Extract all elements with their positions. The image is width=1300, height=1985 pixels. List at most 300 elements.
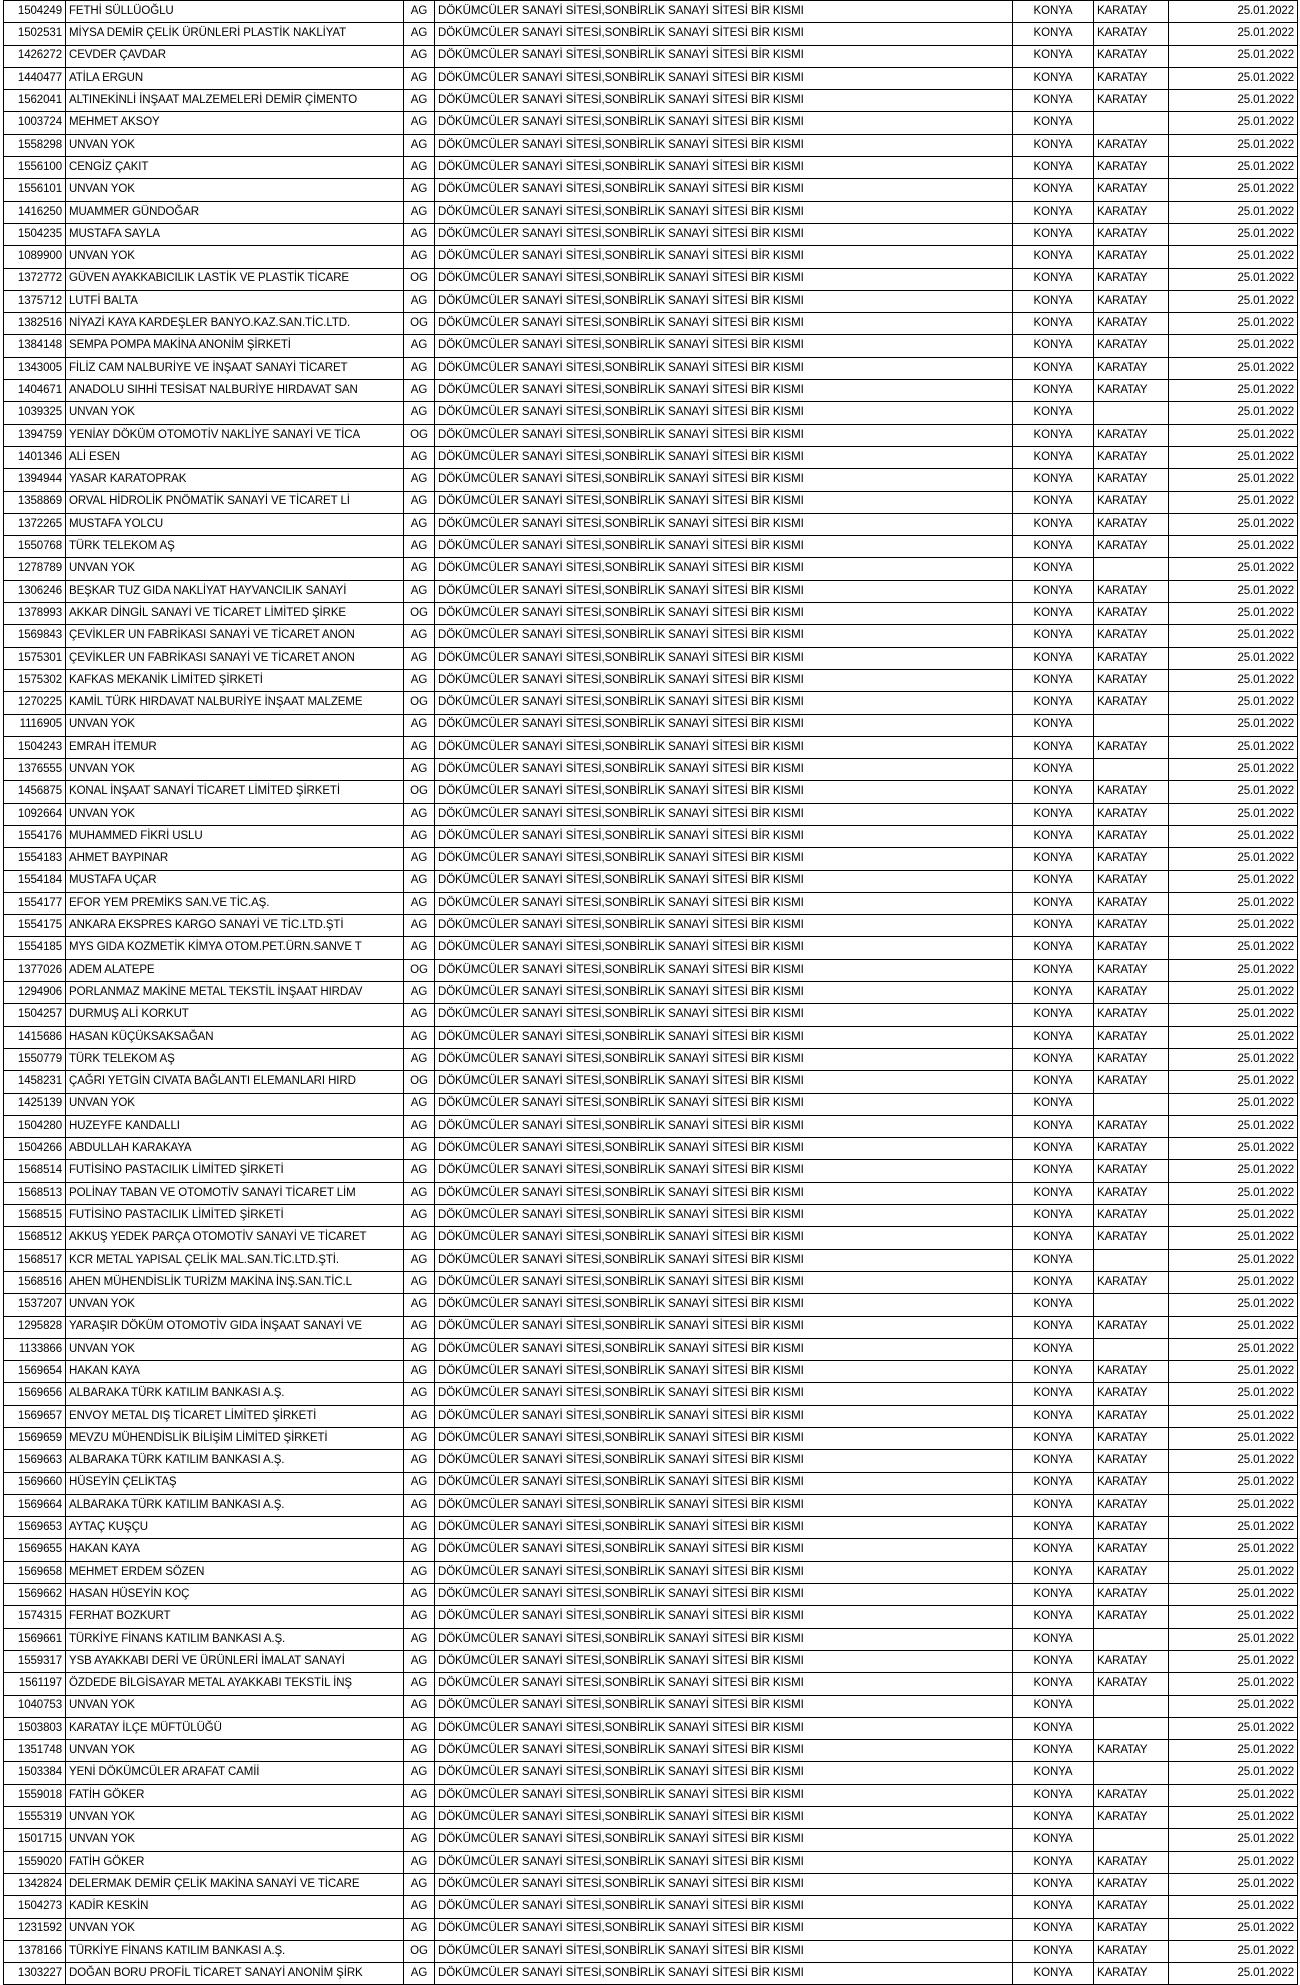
- cell-city[interactable]: KONYA: [1013, 1829, 1094, 1851]
- cell-subscriber-id[interactable]: 1504280: [4, 1115, 66, 1137]
- cell-address[interactable]: DÖKÜMCÜLER SANAYİ SİTESİ,SONBİRLİK SANAYİ SİTESİ BİR KISMI: [435, 1205, 1013, 1227]
- cell-subscriber-id[interactable]: 1550779: [4, 1048, 66, 1070]
- cell-district[interactable]: [1094, 1628, 1169, 1650]
- cell-address[interactable]: DÖKÜMCÜLER SANAYİ SİTESİ,SONBİRLİK SANAYİ SİTESİ BİR KISMI: [435, 1940, 1013, 1962]
- cell-district[interactable]: KARATAY: [1094, 1963, 1169, 1985]
- cell-subscriber-name[interactable]: CENGİZ ÇAKIT: [66, 157, 404, 179]
- cell-voltage-type[interactable]: AG: [404, 1472, 435, 1494]
- cell-subscriber-id[interactable]: 1569659: [4, 1428, 66, 1450]
- cell-subscriber-id[interactable]: 1537207: [4, 1294, 66, 1316]
- cell-address[interactable]: DÖKÜMCÜLER SANAYİ SİTESİ,SONBİRLİK SANAYİ SİTESİ BİR KISMI: [435, 1673, 1013, 1695]
- cell-district[interactable]: [1094, 1338, 1169, 1360]
- cell-address[interactable]: DÖKÜMCÜLER SANAYİ SİTESİ,SONBİRLİK SANAYİ SİTESİ BİR KISMI: [435, 647, 1013, 669]
- cell-subscriber-id[interactable]: 1375712: [4, 290, 66, 312]
- cell-city[interactable]: KONYA: [1013, 1115, 1094, 1137]
- cell-district[interactable]: KARATAY: [1094, 1918, 1169, 1940]
- cell-subscriber-name[interactable]: FATİH GÖKER: [66, 1784, 404, 1806]
- cell-address[interactable]: DÖKÜMCÜLER SANAYİ SİTESİ,SONBİRLİK SANAYİ SİTESİ BİR KISMI: [435, 736, 1013, 758]
- cell-subscriber-name[interactable]: HAKAN KAYA: [66, 1539, 404, 1561]
- cell-date[interactable]: 25.01.2022: [1169, 1383, 1298, 1405]
- cell-subscriber-id[interactable]: 1569656: [4, 1383, 66, 1405]
- cell-district[interactable]: KARATAY: [1094, 23, 1169, 45]
- cell-voltage-type[interactable]: AG: [404, 647, 435, 669]
- cell-city[interactable]: KONYA: [1013, 246, 1094, 268]
- cell-address[interactable]: DÖKÜMCÜLER SANAYİ SİTESİ,SONBİRLİK SANAYİ SİTESİ BİR KISMI: [435, 1807, 1013, 1829]
- cell-district[interactable]: KARATAY: [1094, 892, 1169, 914]
- cell-voltage-type[interactable]: AG: [404, 491, 435, 513]
- cell-subscriber-id[interactable]: 1378993: [4, 603, 66, 625]
- cell-voltage-type[interactable]: AG: [404, 246, 435, 268]
- cell-address[interactable]: DÖKÜMCÜLER SANAYİ SİTESİ,SONBİRLİK SANAYİ SİTESİ BİR KISMI: [435, 1383, 1013, 1405]
- cell-voltage-type[interactable]: AG: [404, 1361, 435, 1383]
- table-row[interactable]: [4, 201, 1298, 223]
- cell-date[interactable]: 25.01.2022: [1169, 1361, 1298, 1383]
- cell-subscriber-name[interactable]: KONAL İNŞAAT SANAYİ TİCARET LİMİTED ŞİRKETİ: [66, 781, 404, 803]
- cell-district[interactable]: KARATAY: [1094, 491, 1169, 513]
- cell-district[interactable]: [1094, 1762, 1169, 1784]
- table-row[interactable]: [4, 759, 1298, 781]
- cell-voltage-type[interactable]: AG: [404, 90, 435, 112]
- cell-address[interactable]: DÖKÜMCÜLER SANAYİ SİTESİ,SONBİRLİK SANAYİ SİTESİ BİR KISMI: [435, 1517, 1013, 1539]
- cell-district[interactable]: KARATAY: [1094, 1383, 1169, 1405]
- cell-date[interactable]: 25.01.2022: [1169, 1873, 1298, 1895]
- cell-city[interactable]: KONYA: [1013, 1628, 1094, 1650]
- cell-district[interactable]: KARATAY: [1094, 1205, 1169, 1227]
- table-row[interactable]: [4, 1784, 1298, 1806]
- cell-subscriber-name[interactable]: UNVAN YOK: [66, 1740, 404, 1762]
- table-row[interactable]: [4, 1896, 1298, 1918]
- cell-voltage-type[interactable]: AG: [404, 45, 435, 67]
- cell-subscriber-id[interactable]: 1039325: [4, 402, 66, 424]
- table-row[interactable]: [4, 1606, 1298, 1628]
- table-row[interactable]: [4, 1494, 1298, 1516]
- cell-address[interactable]: DÖKÜMCÜLER SANAYİ SİTESİ,SONBİRLİK SANAYİ SİTESİ BİR KISMI: [435, 313, 1013, 335]
- cell-voltage-type[interactable]: AG: [404, 1182, 435, 1204]
- cell-address[interactable]: DÖKÜMCÜLER SANAYİ SİTESİ,SONBİRLİK SANAYİ SİTESİ BİR KISMI: [435, 1740, 1013, 1762]
- cell-voltage-type[interactable]: AG: [404, 1249, 435, 1271]
- cell-address[interactable]: DÖKÜMCÜLER SANAYİ SİTESİ,SONBİRLİK SANAYİ SİTESİ BİR KISMI: [435, 1450, 1013, 1472]
- cell-date[interactable]: 25.01.2022: [1169, 1, 1298, 23]
- cell-voltage-type[interactable]: AG: [404, 1428, 435, 1450]
- cell-district[interactable]: KARATAY: [1094, 1182, 1169, 1204]
- cell-date[interactable]: 25.01.2022: [1169, 201, 1298, 223]
- cell-voltage-type[interactable]: AG: [404, 1807, 435, 1829]
- table-row[interactable]: [4, 1004, 1298, 1026]
- cell-subscriber-id[interactable]: 1382516: [4, 313, 66, 335]
- cell-address[interactable]: DÖKÜMCÜLER SANAYİ SİTESİ,SONBİRLİK SANAYİ SİTESİ BİR KISMI: [435, 268, 1013, 290]
- cell-date[interactable]: 25.01.2022: [1169, 1963, 1298, 1985]
- table-row[interactable]: [4, 268, 1298, 290]
- cell-city[interactable]: KONYA: [1013, 1383, 1094, 1405]
- cell-city[interactable]: KONYA: [1013, 1873, 1094, 1895]
- cell-subscriber-name[interactable]: MYS GIDA KOZMETİK KİMYA OTOM.PET.ÜRN.SANVE T: [66, 937, 404, 959]
- cell-subscriber-id[interactable]: 1554185: [4, 937, 66, 959]
- cell-district[interactable]: [1094, 1294, 1169, 1316]
- table-row[interactable]: [4, 1829, 1298, 1851]
- cell-address[interactable]: DÖKÜMCÜLER SANAYİ SİTESİ,SONBİRLİK SANAYİ SİTESİ BİR KISMI: [435, 157, 1013, 179]
- cell-address[interactable]: DÖKÜMCÜLER SANAYİ SİTESİ,SONBİRLİK SANAYİ SİTESİ BİR KISMI: [435, 45, 1013, 67]
- cell-city[interactable]: KONYA: [1013, 513, 1094, 535]
- cell-city[interactable]: KONYA: [1013, 1071, 1094, 1093]
- cell-city[interactable]: KONYA: [1013, 803, 1094, 825]
- cell-voltage-type[interactable]: AG: [404, 1784, 435, 1806]
- cell-subscriber-name[interactable]: ÇEVİKLER UN FABRİKASI SANAYİ VE TİCARET ANON: [66, 647, 404, 669]
- table-row[interactable]: [4, 112, 1298, 134]
- table-row[interactable]: [4, 1717, 1298, 1739]
- cell-district[interactable]: KARATAY: [1094, 134, 1169, 156]
- cell-address[interactable]: DÖKÜMCÜLER SANAYİ SİTESİ,SONBİRLİK SANAYİ SİTESİ BİR KISMI: [435, 1963, 1013, 1985]
- cell-subscriber-id[interactable]: 1503384: [4, 1762, 66, 1784]
- cell-city[interactable]: KONYA: [1013, 268, 1094, 290]
- cell-voltage-type[interactable]: AG: [404, 1740, 435, 1762]
- table-row[interactable]: [4, 1316, 1298, 1338]
- cell-date[interactable]: 25.01.2022: [1169, 937, 1298, 959]
- cell-district[interactable]: KARATAY: [1094, 982, 1169, 1004]
- cell-district[interactable]: KARATAY: [1094, 1673, 1169, 1695]
- cell-address[interactable]: DÖKÜMCÜLER SANAYİ SİTESİ,SONBİRLİK SANAYİ SİTESİ BİR KISMI: [435, 424, 1013, 446]
- cell-address[interactable]: DÖKÜMCÜLER SANAYİ SİTESİ,SONBİRLİK SANAYİ SİTESİ BİR KISMI: [435, 1138, 1013, 1160]
- cell-subscriber-id[interactable]: 1294906: [4, 982, 66, 1004]
- cell-date[interactable]: 25.01.2022: [1169, 1851, 1298, 1873]
- table-row[interactable]: [4, 1673, 1298, 1695]
- table-row[interactable]: [4, 424, 1298, 446]
- cell-district[interactable]: KARATAY: [1094, 669, 1169, 691]
- cell-subscriber-name[interactable]: KCR METAL YAPISAL ÇELİK MAL.SAN.TİC.LTD.ŞTİ.: [66, 1249, 404, 1271]
- cell-date[interactable]: 25.01.2022: [1169, 357, 1298, 379]
- cell-date[interactable]: 25.01.2022: [1169, 246, 1298, 268]
- cell-city[interactable]: KONYA: [1013, 759, 1094, 781]
- cell-address[interactable]: DÖKÜMCÜLER SANAYİ SİTESİ,SONBİRLİK SANAYİ SİTESİ BİR KISMI: [435, 1628, 1013, 1650]
- cell-subscriber-name[interactable]: FERHAT BOZKURT: [66, 1606, 404, 1628]
- table-row[interactable]: [4, 1383, 1298, 1405]
- table-row[interactable]: [4, 223, 1298, 245]
- cell-date[interactable]: 25.01.2022: [1169, 1517, 1298, 1539]
- cell-voltage-type[interactable]: AG: [404, 1450, 435, 1472]
- table-row[interactable]: [4, 603, 1298, 625]
- table-row[interactable]: [4, 669, 1298, 691]
- cell-subscriber-id[interactable]: 1270225: [4, 692, 66, 714]
- cell-district[interactable]: KARATAY: [1094, 1472, 1169, 1494]
- table-row[interactable]: [4, 1940, 1298, 1962]
- cell-date[interactable]: 25.01.2022: [1169, 45, 1298, 67]
- cell-date[interactable]: 25.01.2022: [1169, 1584, 1298, 1606]
- cell-address[interactable]: DÖKÜMCÜLER SANAYİ SİTESİ,SONBİRLİK SANAYİ SİTESİ BİR KISMI: [435, 1650, 1013, 1672]
- table-row[interactable]: [4, 513, 1298, 535]
- cell-district[interactable]: KARATAY: [1094, 1271, 1169, 1293]
- cell-subscriber-id[interactable]: 1378166: [4, 1940, 66, 1962]
- cell-district[interactable]: KARATAY: [1094, 915, 1169, 937]
- cell-district[interactable]: KARATAY: [1094, 870, 1169, 892]
- cell-date[interactable]: 25.01.2022: [1169, 625, 1298, 647]
- cell-address[interactable]: DÖKÜMCÜLER SANAYİ SİTESİ,SONBİRLİK SANAYİ SİTESİ BİR KISMI: [435, 1494, 1013, 1516]
- cell-voltage-type[interactable]: AG: [404, 446, 435, 468]
- cell-voltage-type[interactable]: AG: [404, 179, 435, 201]
- cell-address[interactable]: DÖKÜMCÜLER SANAYİ SİTESİ,SONBİRLİK SANAYİ SİTESİ BİR KISMI: [435, 870, 1013, 892]
- cell-city[interactable]: KONYA: [1013, 491, 1094, 513]
- cell-address[interactable]: DÖKÜMCÜLER SANAYİ SİTESİ,SONBİRLİK SANAYİ SİTESİ BİR KISMI: [435, 915, 1013, 937]
- cell-subscriber-id[interactable]: 1372265: [4, 513, 66, 535]
- cell-district[interactable]: KARATAY: [1094, 223, 1169, 245]
- cell-address[interactable]: DÖKÜMCÜLER SANAYİ SİTESİ,SONBİRLİK SANAYİ SİTESİ BİR KISMI: [435, 1227, 1013, 1249]
- table-row[interactable]: [4, 313, 1298, 335]
- cell-voltage-type[interactable]: AG: [404, 669, 435, 691]
- table-row[interactable]: [4, 1584, 1298, 1606]
- cell-date[interactable]: 25.01.2022: [1169, 313, 1298, 335]
- cell-voltage-type[interactable]: AG: [404, 1383, 435, 1405]
- cell-subscriber-id[interactable]: 1569657: [4, 1405, 66, 1427]
- table-row[interactable]: [4, 1450, 1298, 1472]
- cell-address[interactable]: DÖKÜMCÜLER SANAYİ SİTESİ,SONBİRLİK SANAYİ SİTESİ BİR KISMI: [435, 982, 1013, 1004]
- cell-address[interactable]: DÖKÜMCÜLER SANAYİ SİTESİ,SONBİRLİK SANAYİ SİTESİ BİR KISMI: [435, 90, 1013, 112]
- table-row[interactable]: [4, 848, 1298, 870]
- cell-voltage-type[interactable]: AG: [404, 714, 435, 736]
- cell-voltage-type[interactable]: AG: [404, 1539, 435, 1561]
- cell-city[interactable]: KONYA: [1013, 179, 1094, 201]
- cell-address[interactable]: DÖKÜMCÜLER SANAYİ SİTESİ,SONBİRLİK SANAYİ SİTESİ BİR KISMI: [435, 469, 1013, 491]
- cell-date[interactable]: 25.01.2022: [1169, 1048, 1298, 1070]
- cell-district[interactable]: KARATAY: [1094, 1784, 1169, 1806]
- cell-address[interactable]: DÖKÜMCÜLER SANAYİ SİTESİ,SONBİRLİK SANAYİ SİTESİ BİR KISMI: [435, 1048, 1013, 1070]
- cell-city[interactable]: KONYA: [1013, 1450, 1094, 1472]
- cell-address[interactable]: DÖKÜMCÜLER SANAYİ SİTESİ,SONBİRLİK SANAYİ SİTESİ BİR KISMI: [435, 959, 1013, 981]
- cell-subscriber-name[interactable]: HUZEYFE KANDALLI: [66, 1115, 404, 1137]
- cell-date[interactable]: 25.01.2022: [1169, 1539, 1298, 1561]
- table-row[interactable]: [4, 625, 1298, 647]
- cell-subscriber-name[interactable]: EMRAH İTEMUR: [66, 736, 404, 758]
- table-row[interactable]: [4, 1539, 1298, 1561]
- cell-city[interactable]: KONYA: [1013, 1205, 1094, 1227]
- cell-city[interactable]: KONYA: [1013, 335, 1094, 357]
- cell-address[interactable]: DÖKÜMCÜLER SANAYİ SİTESİ,SONBİRLİK SANAYİ SİTESİ BİR KISMI: [435, 536, 1013, 558]
- cell-voltage-type[interactable]: AG: [404, 759, 435, 781]
- cell-subscriber-id[interactable]: 1504243: [4, 736, 66, 758]
- cell-district[interactable]: KARATAY: [1094, 536, 1169, 558]
- cell-city[interactable]: KONYA: [1013, 736, 1094, 758]
- cell-district[interactable]: KARATAY: [1094, 781, 1169, 803]
- cell-subscriber-name[interactable]: FUTİSİNO PASTACILIK LİMİTED ŞİRKETİ: [66, 1205, 404, 1227]
- cell-address[interactable]: DÖKÜMCÜLER SANAYİ SİTESİ,SONBİRLİK SANAYİ SİTESİ BİR KISMI: [435, 380, 1013, 402]
- cell-subscriber-name[interactable]: SEMPA POMPA MAKİNA ANONİM ŞİRKETİ: [66, 335, 404, 357]
- cell-voltage-type[interactable]: OG: [404, 1940, 435, 1962]
- table-row[interactable]: [4, 558, 1298, 580]
- cell-city[interactable]: KONYA: [1013, 1517, 1094, 1539]
- cell-subscriber-name[interactable]: ALİ ESEN: [66, 446, 404, 468]
- cell-voltage-type[interactable]: AG: [404, 1873, 435, 1895]
- cell-address[interactable]: DÖKÜMCÜLER SANAYİ SİTESİ,SONBİRLİK SANAYİ SİTESİ BİR KISMI: [435, 402, 1013, 424]
- cell-subscriber-name[interactable]: KARATAY İLÇE MÜFTÜLÜĞÜ: [66, 1717, 404, 1739]
- cell-city[interactable]: KONYA: [1013, 536, 1094, 558]
- cell-district[interactable]: KARATAY: [1094, 1004, 1169, 1026]
- cell-address[interactable]: DÖKÜMCÜLER SANAYİ SİTESİ,SONBİRLİK SANAYİ SİTESİ BİR KISMI: [435, 1896, 1013, 1918]
- cell-city[interactable]: KONYA: [1013, 23, 1094, 45]
- cell-date[interactable]: 25.01.2022: [1169, 1472, 1298, 1494]
- cell-voltage-type[interactable]: AG: [404, 825, 435, 847]
- cell-subscriber-name[interactable]: CEVDER ÇAVDAR: [66, 45, 404, 67]
- cell-district[interactable]: KARATAY: [1094, 1405, 1169, 1427]
- cell-subscriber-name[interactable]: ALBARAKA TÜRK KATILIM BANKASI A.Ş.: [66, 1494, 404, 1516]
- cell-subscriber-id[interactable]: 1569653: [4, 1517, 66, 1539]
- cell-date[interactable]: 25.01.2022: [1169, 23, 1298, 45]
- cell-district[interactable]: KARATAY: [1094, 90, 1169, 112]
- cell-city[interactable]: KONYA: [1013, 1338, 1094, 1360]
- cell-date[interactable]: 25.01.2022: [1169, 1271, 1298, 1293]
- cell-date[interactable]: 25.01.2022: [1169, 1316, 1298, 1338]
- cell-city[interactable]: KONYA: [1013, 1561, 1094, 1583]
- cell-city[interactable]: KONYA: [1013, 1673, 1094, 1695]
- cell-date[interactable]: 25.01.2022: [1169, 1026, 1298, 1048]
- cell-city[interactable]: KONYA: [1013, 1584, 1094, 1606]
- cell-date[interactable]: 25.01.2022: [1169, 513, 1298, 535]
- cell-date[interactable]: 25.01.2022: [1169, 825, 1298, 847]
- cell-subscriber-id[interactable]: 1555319: [4, 1807, 66, 1829]
- cell-subscriber-id[interactable]: 1561197: [4, 1673, 66, 1695]
- cell-voltage-type[interactable]: AG: [404, 67, 435, 89]
- cell-address[interactable]: DÖKÜMCÜLER SANAYİ SİTESİ,SONBİRLİK SANAYİ SİTESİ BİR KISMI: [435, 1829, 1013, 1851]
- cell-district[interactable]: KARATAY: [1094, 1026, 1169, 1048]
- cell-subscriber-id[interactable]: 1303227: [4, 1963, 66, 1985]
- cell-subscriber-name[interactable]: YENİ DÖKÜMCÜLER ARAFAT CAMİİ: [66, 1762, 404, 1784]
- cell-district[interactable]: KARATAY: [1094, 1071, 1169, 1093]
- cell-district[interactable]: KARATAY: [1094, 1450, 1169, 1472]
- cell-voltage-type[interactable]: AG: [404, 1963, 435, 1985]
- cell-voltage-type[interactable]: AG: [404, 1338, 435, 1360]
- cell-subscriber-id[interactable]: 1568514: [4, 1160, 66, 1182]
- table-row[interactable]: [4, 982, 1298, 1004]
- cell-subscriber-name[interactable]: ÖZDEDE BİLGİSAYAR METAL AYAKKABI TEKSTİL İNŞ: [66, 1673, 404, 1695]
- table-row[interactable]: [4, 1271, 1298, 1293]
- cell-date[interactable]: 25.01.2022: [1169, 1740, 1298, 1762]
- cell-subscriber-name[interactable]: BEŞKAR TUZ GIDA NAKLİYAT HAYVANCILIK SANAYİ: [66, 580, 404, 602]
- cell-subscriber-id[interactable]: 1569661: [4, 1628, 66, 1650]
- cell-district[interactable]: KARATAY: [1094, 580, 1169, 602]
- table-row[interactable]: [4, 1561, 1298, 1583]
- cell-address[interactable]: DÖKÜMCÜLER SANAYİ SİTESİ,SONBİRLİK SANAYİ SİTESİ BİR KISMI: [435, 1294, 1013, 1316]
- cell-subscriber-id[interactable]: 1568513: [4, 1182, 66, 1204]
- table-row[interactable]: [4, 1294, 1298, 1316]
- cell-subscriber-name[interactable]: UNVAN YOK: [66, 179, 404, 201]
- cell-voltage-type[interactable]: AG: [404, 1896, 435, 1918]
- cell-city[interactable]: KONYA: [1013, 1539, 1094, 1561]
- cell-address[interactable]: DÖKÜMCÜLER SANAYİ SİTESİ,SONBİRLİK SANAYİ SİTESİ BİR KISMI: [435, 692, 1013, 714]
- table-row[interactable]: [4, 781, 1298, 803]
- cell-subscriber-id[interactable]: 1133866: [4, 1338, 66, 1360]
- cell-subscriber-name[interactable]: POLİNAY TABAN VE OTOMOTİV SANAYİ TİCARET LİM: [66, 1182, 404, 1204]
- cell-district[interactable]: KARATAY: [1094, 424, 1169, 446]
- table-row[interactable]: [4, 290, 1298, 312]
- cell-date[interactable]: 25.01.2022: [1169, 647, 1298, 669]
- cell-date[interactable]: 25.01.2022: [1169, 1138, 1298, 1160]
- cell-subscriber-name[interactable]: TÜRK TELEKOM AŞ: [66, 1048, 404, 1070]
- cell-voltage-type[interactable]: AG: [404, 1584, 435, 1606]
- cell-address[interactable]: DÖKÜMCÜLER SANAYİ SİTESİ,SONBİRLİK SANAYİ SİTESİ BİR KISMI: [435, 1695, 1013, 1717]
- cell-address[interactable]: DÖKÜMCÜLER SANAYİ SİTESİ,SONBİRLİK SANAYİ SİTESİ BİR KISMI: [435, 1405, 1013, 1427]
- cell-city[interactable]: KONYA: [1013, 1606, 1094, 1628]
- cell-voltage-type[interactable]: AG: [404, 1717, 435, 1739]
- cell-subscriber-id[interactable]: 1502531: [4, 23, 66, 45]
- cell-date[interactable]: 25.01.2022: [1169, 1428, 1298, 1450]
- cell-subscriber-id[interactable]: 1425139: [4, 1093, 66, 1115]
- cell-district[interactable]: KARATAY: [1094, 1561, 1169, 1583]
- cell-voltage-type[interactable]: AG: [404, 469, 435, 491]
- cell-district[interactable]: KARATAY: [1094, 625, 1169, 647]
- cell-subscriber-name[interactable]: MİYSA DEMİR ÇELİK ÜRÜNLERİ PLASTİK NAKLİYAT: [66, 23, 404, 45]
- cell-city[interactable]: KONYA: [1013, 469, 1094, 491]
- cell-date[interactable]: 25.01.2022: [1169, 424, 1298, 446]
- cell-voltage-type[interactable]: AG: [404, 1115, 435, 1137]
- cell-address[interactable]: DÖKÜMCÜLER SANAYİ SİTESİ,SONBİRLİK SANAYİ SİTESİ BİR KISMI: [435, 1873, 1013, 1895]
- cell-date[interactable]: 25.01.2022: [1169, 1606, 1298, 1628]
- cell-voltage-type[interactable]: AG: [404, 157, 435, 179]
- table-row[interactable]: [4, 1472, 1298, 1494]
- table-row[interactable]: [4, 692, 1298, 714]
- cell-subscriber-id[interactable]: 1559020: [4, 1851, 66, 1873]
- cell-address[interactable]: DÖKÜMCÜLER SANAYİ SİTESİ,SONBİRLİK SANAYİ SİTESİ BİR KISMI: [435, 580, 1013, 602]
- cell-city[interactable]: KONYA: [1013, 402, 1094, 424]
- cell-date[interactable]: 25.01.2022: [1169, 781, 1298, 803]
- cell-voltage-type[interactable]: AG: [404, 1918, 435, 1940]
- cell-voltage-type[interactable]: OG: [404, 781, 435, 803]
- cell-address[interactable]: DÖKÜMCÜLER SANAYİ SİTESİ,SONBİRLİK SANAYİ SİTESİ BİR KISMI: [435, 357, 1013, 379]
- cell-date[interactable]: 25.01.2022: [1169, 1829, 1298, 1851]
- cell-city[interactable]: KONYA: [1013, 1048, 1094, 1070]
- cell-date[interactable]: 25.01.2022: [1169, 714, 1298, 736]
- cell-district[interactable]: KARATAY: [1094, 603, 1169, 625]
- cell-subscriber-name[interactable]: ADEM ALATEPE: [66, 959, 404, 981]
- cell-district[interactable]: KARATAY: [1094, 67, 1169, 89]
- cell-date[interactable]: 25.01.2022: [1169, 1807, 1298, 1829]
- cell-subscriber-id[interactable]: 1562041: [4, 90, 66, 112]
- cell-city[interactable]: KONYA: [1013, 157, 1094, 179]
- cell-date[interactable]: 25.01.2022: [1169, 469, 1298, 491]
- table-row[interactable]: [4, 714, 1298, 736]
- cell-date[interactable]: 25.01.2022: [1169, 759, 1298, 781]
- cell-subscriber-id[interactable]: 1401346: [4, 446, 66, 468]
- cell-city[interactable]: KONYA: [1013, 290, 1094, 312]
- cell-date[interactable]: 25.01.2022: [1169, 90, 1298, 112]
- cell-voltage-type[interactable]: AG: [404, 1695, 435, 1717]
- cell-date[interactable]: 25.01.2022: [1169, 1205, 1298, 1227]
- cell-subscriber-name[interactable]: NİYAZİ KAYA KARDEŞLER BANYO.KAZ.SAN.TİC.LTD.: [66, 313, 404, 335]
- cell-date[interactable]: 25.01.2022: [1169, 736, 1298, 758]
- table-row[interactable]: [4, 825, 1298, 847]
- cell-city[interactable]: KONYA: [1013, 1762, 1094, 1784]
- table-row[interactable]: [4, 1361, 1298, 1383]
- cell-district[interactable]: KARATAY: [1094, 45, 1169, 67]
- table-row[interactable]: [4, 1115, 1298, 1137]
- cell-subscriber-id[interactable]: 1351748: [4, 1740, 66, 1762]
- cell-voltage-type[interactable]: AG: [404, 380, 435, 402]
- cell-address[interactable]: DÖKÜMCÜLER SANAYİ SİTESİ,SONBİRLİK SANAYİ SİTESİ BİR KISMI: [435, 1428, 1013, 1450]
- cell-subscriber-name[interactable]: EFOR YEM PREMİKS SAN.VE TİC.AŞ.: [66, 892, 404, 914]
- cell-address[interactable]: DÖKÜMCÜLER SANAYİ SİTESİ,SONBİRLİK SANAYİ SİTESİ BİR KISMI: [435, 1784, 1013, 1806]
- cell-subscriber-name[interactable]: FİLİZ CAM NALBURİYE VE İNŞAAT SANAYİ TİCARET: [66, 357, 404, 379]
- cell-date[interactable]: 25.01.2022: [1169, 870, 1298, 892]
- cell-district[interactable]: KARATAY: [1094, 1, 1169, 23]
- cell-voltage-type[interactable]: AG: [404, 1494, 435, 1516]
- cell-subscriber-id[interactable]: 1569660: [4, 1472, 66, 1494]
- cell-city[interactable]: KONYA: [1013, 625, 1094, 647]
- cell-voltage-type[interactable]: AG: [404, 937, 435, 959]
- cell-subscriber-id[interactable]: 1456875: [4, 781, 66, 803]
- cell-address[interactable]: DÖKÜMCÜLER SANAYİ SİTESİ,SONBİRLİK SANAYİ SİTESİ BİR KISMI: [435, 625, 1013, 647]
- cell-district[interactable]: [1094, 1093, 1169, 1115]
- cell-address[interactable]: DÖKÜMCÜLER SANAYİ SİTESİ,SONBİRLİK SANAYİ SİTESİ BİR KISMI: [435, 246, 1013, 268]
- cell-subscriber-name[interactable]: AHMET BAYPINAR: [66, 848, 404, 870]
- cell-district[interactable]: [1094, 1717, 1169, 1739]
- cell-address[interactable]: DÖKÜMCÜLER SANAYİ SİTESİ,SONBİRLİK SANAYİ SİTESİ BİR KISMI: [435, 1026, 1013, 1048]
- cell-subscriber-id[interactable]: 1278789: [4, 558, 66, 580]
- cell-address[interactable]: DÖKÜMCÜLER SANAYİ SİTESİ,SONBİRLİK SANAYİ SİTESİ BİR KISMI: [435, 1316, 1013, 1338]
